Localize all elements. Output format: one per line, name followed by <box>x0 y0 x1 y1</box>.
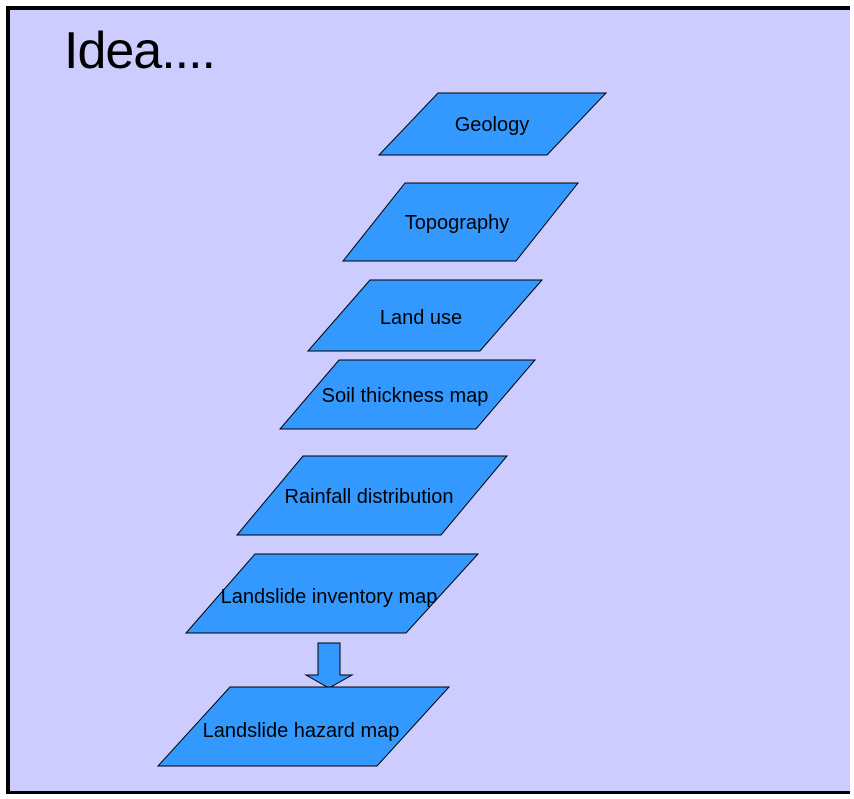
layer-soil-thickness-label: Soil thickness map <box>321 385 489 407</box>
layer-topography-label: Topography <box>404 212 510 234</box>
down-arrow-icon <box>306 643 352 688</box>
layer-rainfall <box>237 456 507 535</box>
layer-topography <box>343 183 578 261</box>
layer-geology-label: Geology <box>454 114 530 136</box>
layer-landslide-inventory-label: Landslide inventory map <box>220 586 438 608</box>
down-arrow-shape <box>306 643 352 688</box>
slide-title: Idea.... <box>64 22 215 80</box>
layer-geology <box>379 93 606 155</box>
layer-rainfall-label: Rainfall distribution <box>284 486 454 508</box>
layer-landslide-hazard <box>158 687 449 766</box>
layer-land-use <box>308 280 542 351</box>
layer-land-use-label: Land use <box>379 307 463 329</box>
layer-landslide-hazard-label: Landslide hazard map <box>202 720 400 742</box>
layer-soil-thickness <box>280 360 535 429</box>
layer-landslide-inventory <box>186 554 478 633</box>
